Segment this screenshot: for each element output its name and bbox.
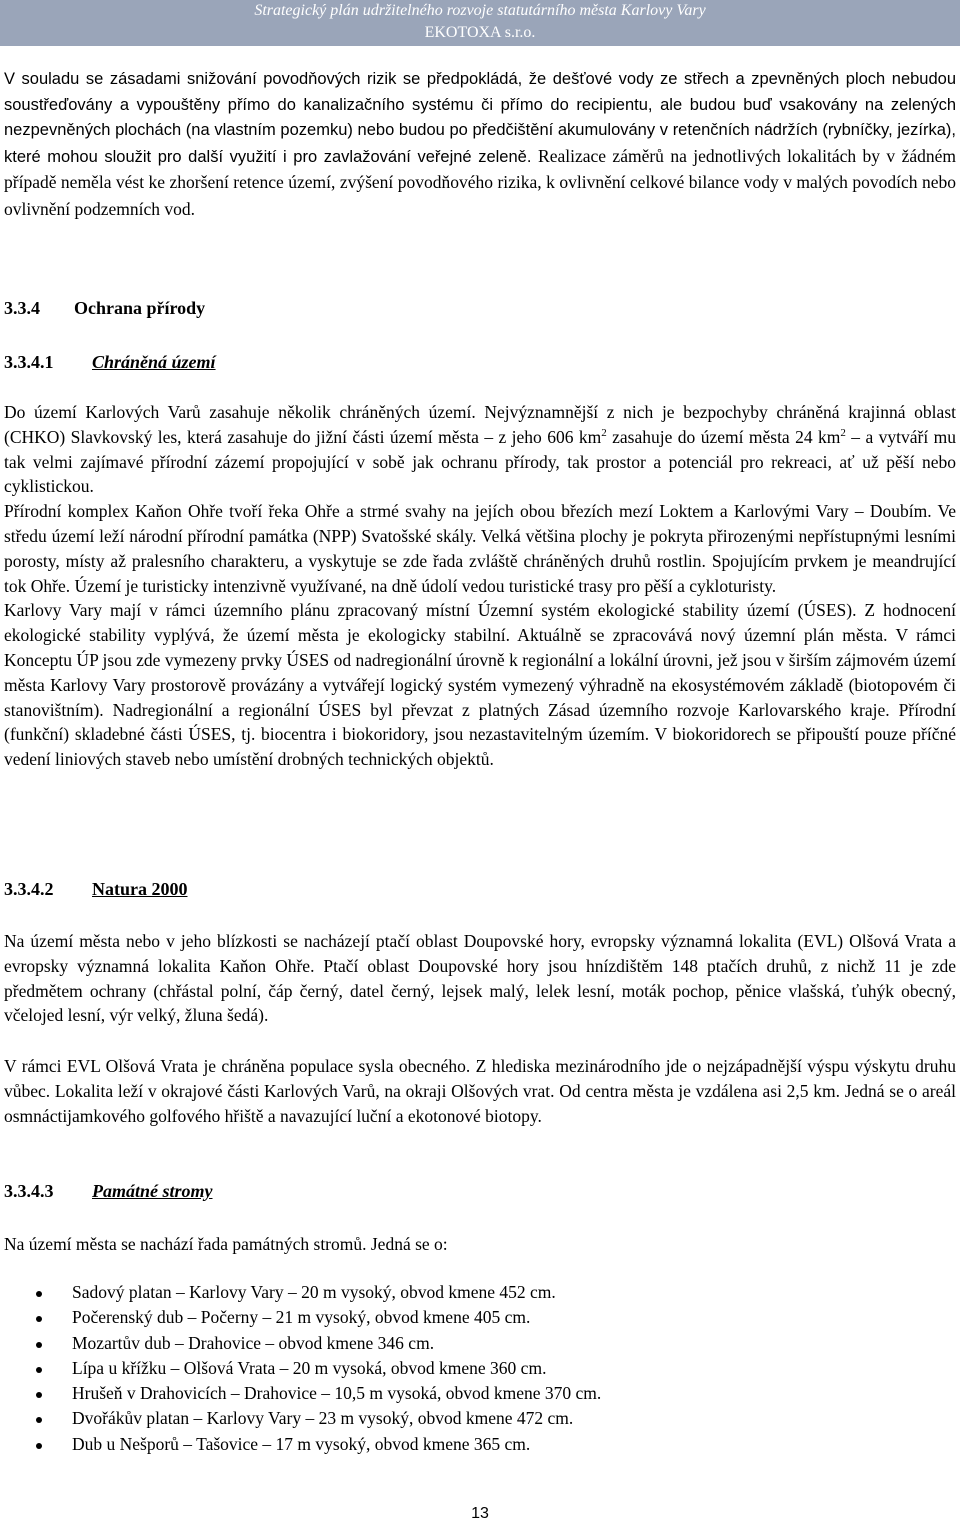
list-item: Lípa u křížku – Olšová Vrata – 20 m vysoká, obvod kmene 360 cm. xyxy=(0,1356,960,1381)
bullet-icon xyxy=(36,1342,42,1348)
intro-text-serif: Realizace záměrů na jednotlivých lokalitách by v žádném případě neměla vést ke zhoršení retence území, zvýšení povodňového rizika, k ovlivnění celkové bilance vody v malých povodích nebo ovlivnění podzemních vod. xyxy=(4,145,956,219)
section-title: Ochrana přírody xyxy=(74,298,206,318)
bullet-icon xyxy=(36,1367,42,1373)
section-title: Chráněná území xyxy=(92,352,216,372)
section-title: Památné stromy xyxy=(92,1181,213,1201)
page-header xyxy=(0,0,960,46)
section-title: Natura 2000 xyxy=(92,879,188,899)
section-heading-3-3-4-1 xyxy=(4,352,216,373)
list-item: Hrušeň v Drahovicích – Drahovice – 10,5 m vysoká, obvod kmene 370 cm. xyxy=(0,1381,960,1406)
bullet-icon xyxy=(36,1291,42,1297)
page-number: 13 xyxy=(471,1505,489,1522)
section-heading-3-3-4-2 xyxy=(4,879,188,900)
section-heading-3-3-4-3 xyxy=(4,1181,213,1202)
section-number: 3.3.4.2 xyxy=(4,879,54,899)
paragraph-chko: Do území Karlových Varů zasahuje několik chráněných území. Nejvýznamnější z nich je bezpochyby chráněná krajinná oblast (CHKO) Slavkovský les, která zasahuje do jižní části území města – z jeho 606 $km^2$ zasahuje do území města 24 $km^2$ – a vytváří mu tak velmi zajímavé přírodní zázemí propojující v sobě jak ochranu přírody, tak prostor a potenciál pro rekreaci, ať už pěší nebo cyklistickou. xyxy=(4,402,956,497)
list-item: Dub u Nešporů – Tašovice – 17 m vysoký, obvod kmene 365 cm. xyxy=(0,1432,960,1457)
intro-text-sans: V souladu se zásadami snižování povodňových rizik se předpokládá, že dešťové vody ze střech a zpevněných ploch nebudou soustřeďovány a vypouštěny přímo do kanalizačního systému či přímo do recipientu, ale budou buď vsakovány na zelených nezpevněných plochách (na vlastním pozemku) nebo budou po předčištění akumulovány v retenčních nádržích (rybníčky, jezírka), které mohou sloužit pro další využití i pro zavlažování veřejné zeleně. xyxy=(4,70,956,166)
paragraph-uses: Karlovy Vary mají v rámci územního plánu zpracovaný místní Územní systém ekologické stability území (ÚSES). Z hodnocení ekologické stability vyplývá, že území města je ekologicky stabilní. Aktuálně se zpracovává nový územní plán města. V rámci Konceptu ÚP jsou zde vymezeny prvky ÚSES od nadregionální úrovně k regionální a lokální úrovni, jež jsou v širším zájmovém území města Karlovy Vary prostorově provázány a vytvářejí logický systém vymezený výhradně na ekosystémovém základě (biotopovém či stanovištním). Nadregionální a regionální ÚSES byl převzat z platných Zásad územního rozvoje Karlovarského kraje. Přírodní (funkční) skladebné části ÚSES, tj. biocentra i biokoridory, jsou nezastavitelným územím. V biokoridorech se připouští pouze příčné vedení liniových staveb nebo umístění drobných technických objektů. xyxy=(4,600,956,770)
bullet-icon xyxy=(36,1316,42,1322)
list-item: Počerenský dub – Počerny – 21 m vysoký, obvod kmene 405 cm. xyxy=(0,1305,960,1330)
memorial-trees-list xyxy=(0,1280,960,1457)
header-title: Strategický plán udržitelného rozvoje statutárního města Karlovy Vary xyxy=(254,2,706,19)
protected-areas-text xyxy=(4,400,956,772)
header-company: EKOTOXA s.r.o. xyxy=(424,24,536,41)
list-item: Sadový platan – Karlovy Vary – 20 m vysoký, obvod kmene 452 cm. xyxy=(0,1280,960,1305)
natura-paragraph-2: V rámci EVL Olšová Vrata je chráněna populace sysla obecného. Z hlediska mezinárodního jde o nejzápadnější výspu výskytu druhu vůbec. Lokalita leží v okrajové části Karlových Varů, na okraji Olšových vrat. Od centra města je vzdálena asi 2,5 km. Jedná se o areál osmnáctijamkového golfového hřiště a navazující luční a ekotonové biotopy. xyxy=(4,1056,956,1126)
list-item: Mozartův dub – Drahovice – obvod kmene 346 cm. xyxy=(0,1331,960,1356)
section-number: 3.3.4 xyxy=(4,298,40,318)
bullet-icon xyxy=(36,1392,42,1398)
natura-paragraph-1: Na území města nebo v jeho blízkosti se nacházejí ptačí oblast Doupovské hory, evropsky významná lokalita (EVL) Olšová Vrata a evropsky významná lokalita Kaňon Ohře. Ptačí oblast Doupovské hory jsou hnízdištěm 148 ptačích druhů, z nichž 11 je zde předmětem ochrany (chřástal polní, čáp černý, datel černý, lejsek malý, lelek lesní, moták pochop, pěnice vlašská, ťuhýk obecný, včelojed lesní, výr velký, žluna šedá). xyxy=(4,931,956,1026)
list-item: Dvořákův platan – Karlovy Vary – 23 m vysoký, obvod kmene 472 cm. xyxy=(0,1406,960,1431)
bullet-icon xyxy=(36,1443,42,1449)
intro-paragraph xyxy=(4,67,956,223)
paragraph-kanon-ohre: Přírodní komplex Kaňon Ohře tvoří řeka Ohře a strmé svahy na jejích obou březích mezí Loktem a Karlovými Vary – Doubím. Ve středu území leží národní přírodní památka (NPP) Svatošské skály. Velká většina plochy je pokryta přirozenými nepřístupnými lesními porosty, místy až pralesního charakteru, a vyskytuje se zde řada zvláště chráněných druhů rostlin. Spojujícím prvkem je meandrující tok Ohře. Území je turisticky intenzivně využívané, na dně údolí vedou turistické trasy pro pěší a cykloturisty. xyxy=(4,501,956,596)
section-number: 3.3.4.1 xyxy=(4,352,54,372)
memorial-trees-intro: Na území města se nachází řada památných stromů. Jedná se o: xyxy=(4,1234,448,1254)
section-heading-3-3-4 xyxy=(4,298,205,319)
section-number: 3.3.4.3 xyxy=(4,1181,54,1201)
bullet-icon xyxy=(36,1417,42,1423)
